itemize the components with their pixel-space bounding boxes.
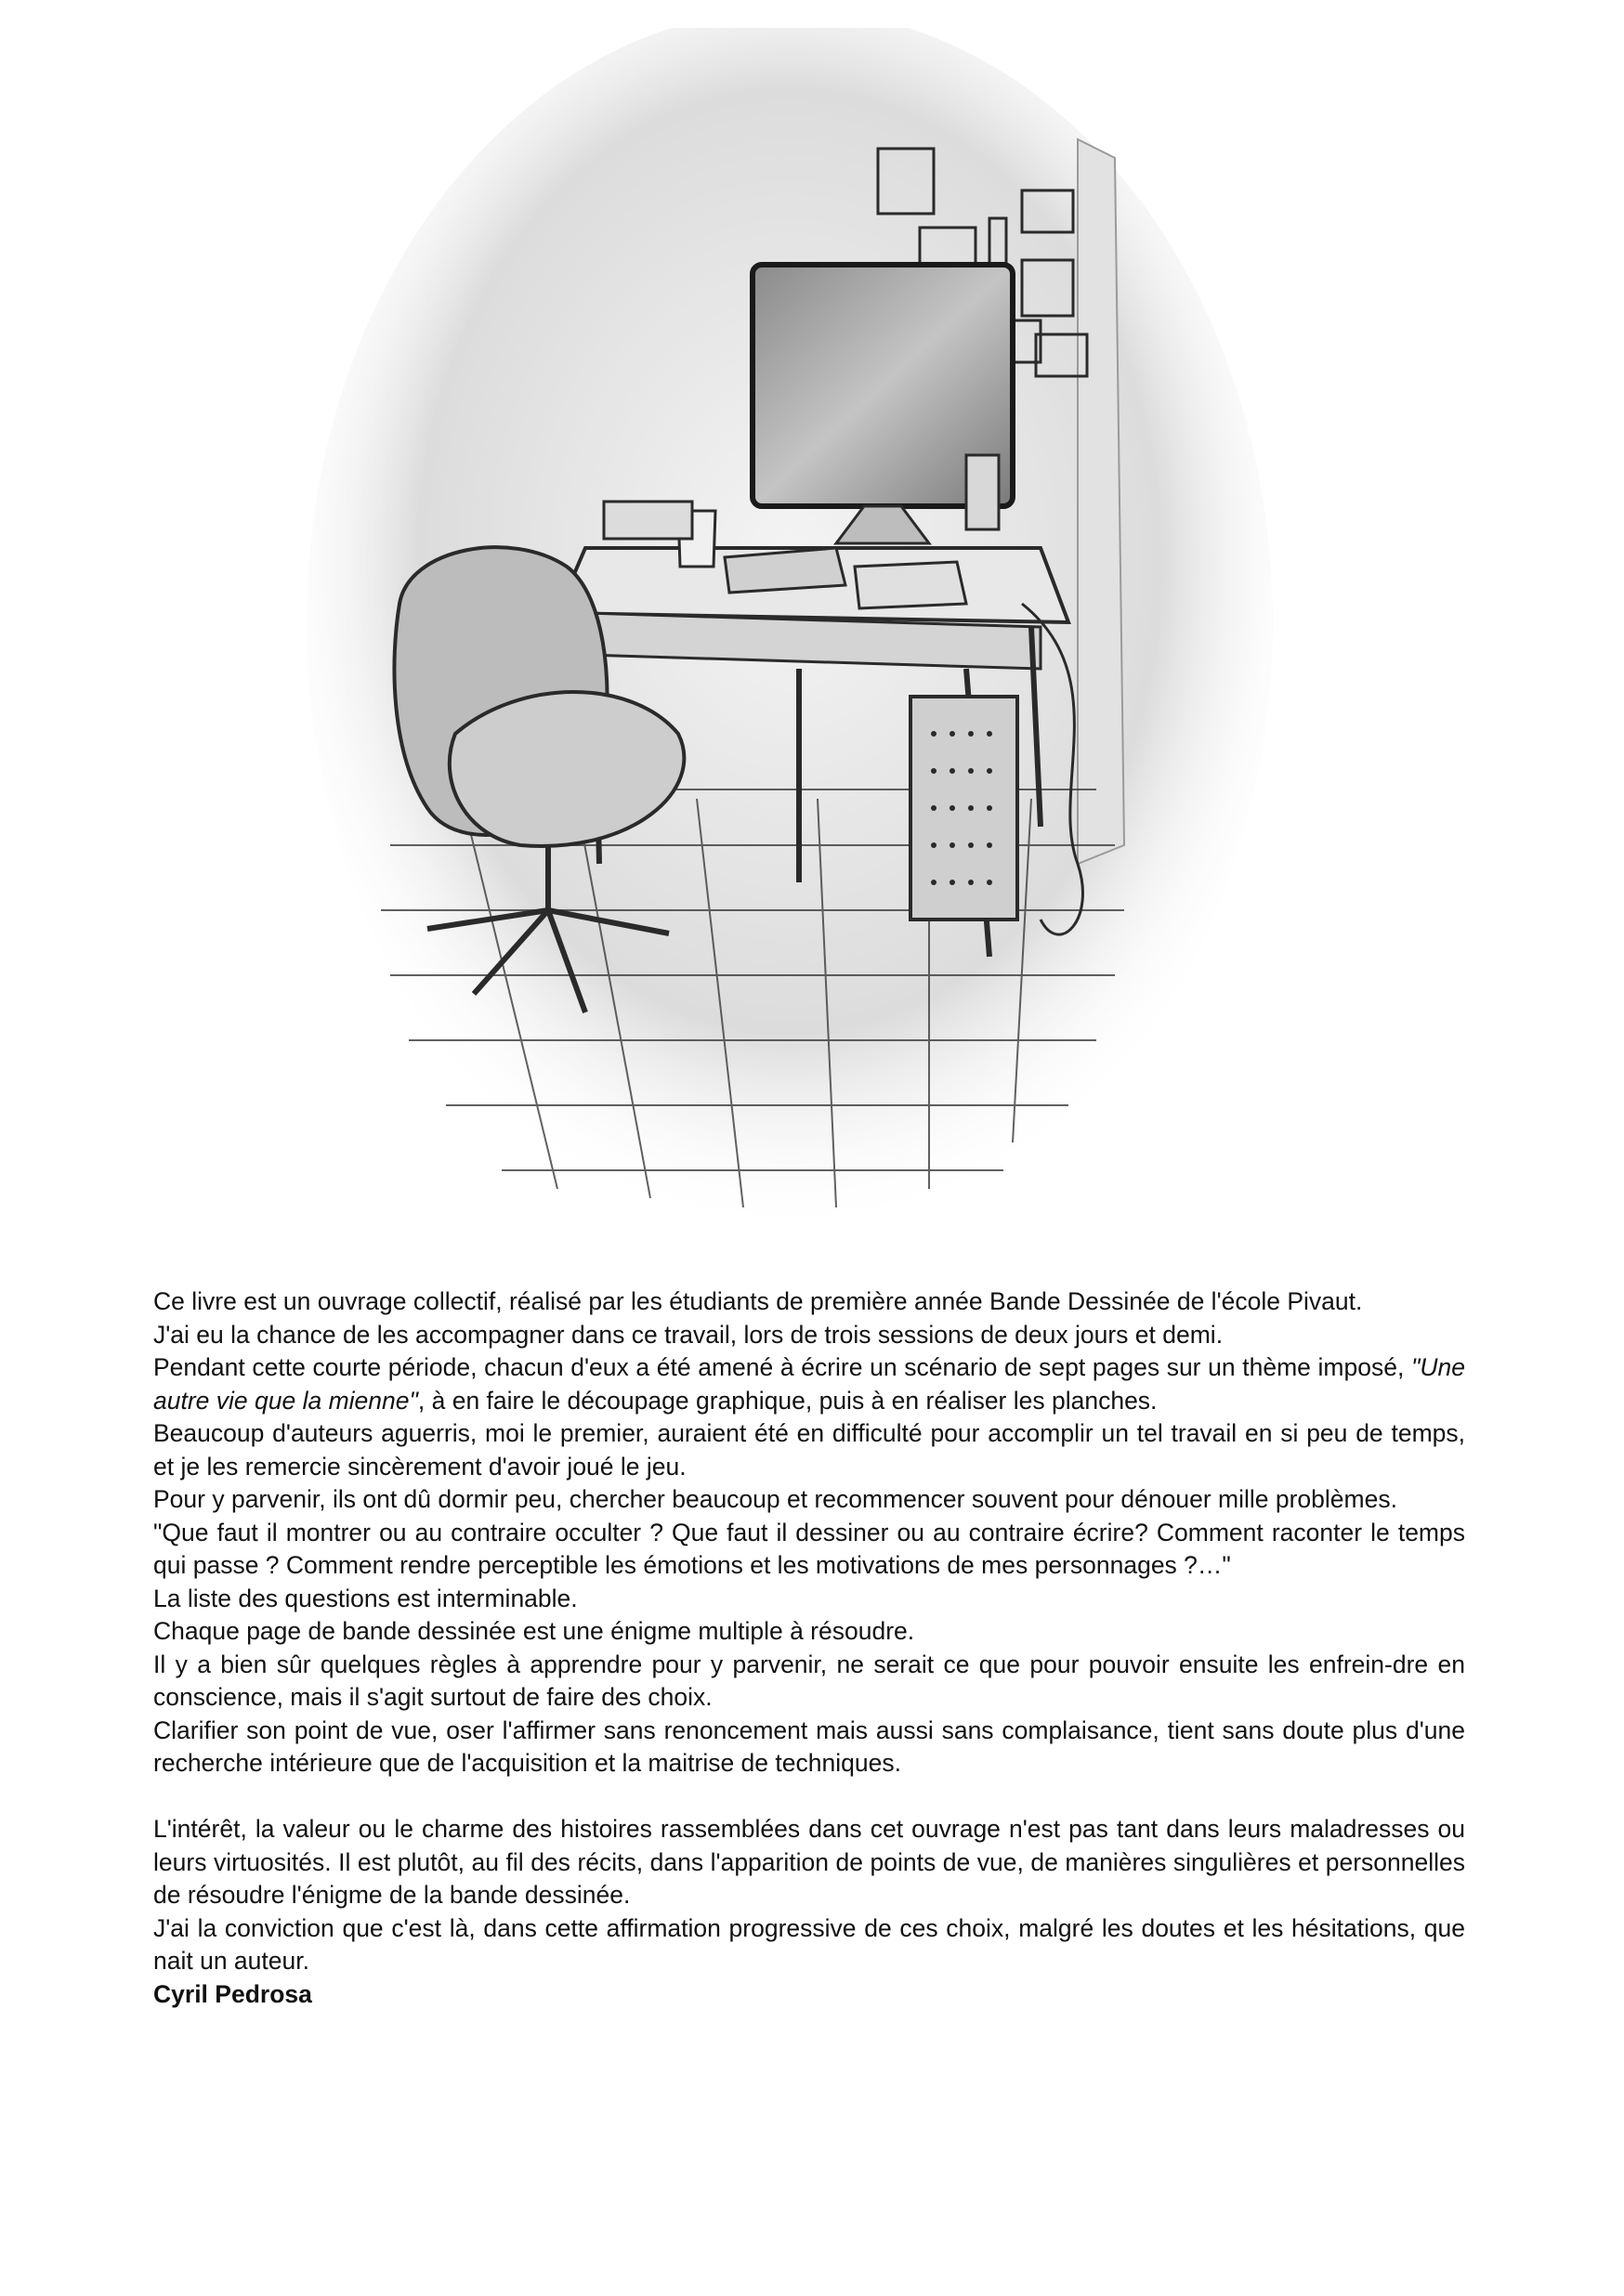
preface-text — [153, 1285, 1465, 2011]
paragraph-gap — [153, 1781, 1465, 1814]
preface-paragraph-3 — [153, 1351, 1465, 1417]
book-theme: "Une autre vie que la mienne" — [153, 1353, 1465, 1415]
preface-paragraph-4: Beaucoup d'auteurs aguerris, moi le premier, auraient été en difficulté pour accomplir un tel travail en si peu de temps, et je les remercie sincèrement d'avoir joué le jeu. — [153, 1419, 1465, 1481]
preface-paragraph-8: Chaque page de bande dessinée est une énigme multiple à résoudre. — [153, 1617, 915, 1645]
preface-paragraph-6: "Que faut il montrer ou au contraire occulter ? Que faut il dessiner ou au contraire écrire? Comment raconter le temps qui passe ? Comment rendre perceptible les émotions et les motivations de mes personnages ?…" — [153, 1518, 1465, 1579]
preface-paragraph-9: Il y a bien sûr quelques règles à apprendre pour y parvenir, ne serait ce que pour pouvoir ensuite les enfrein-dre en conscience, mais il s'agit surtout de faire des choix. — [153, 1650, 1465, 1711]
preface-paragraph-10: Clarifier son point de vue, oser l'affirmer sans renoncement mais aussi sans complaisance, tient sans doute plus d'une recherche intérieure que de l'acquisition et la maitrise de techniques. — [153, 1715, 1465, 1777]
author-signature: Cyril Pedrosa — [153, 1979, 312, 2008]
desk-armchair-sketch-illustration — [279, 28, 1301, 1263]
preface-paragraph-11: L'intérêt, la valeur ou le charme des histoires rassemblées dans cet ouvrage n'est pas tant dans leurs maladresses ou leurs virtuosités. Il est plutôt, au fil des récits, dans l'apparition de points de vue, de manières singulières et personnelles de résoudre l'énigme de la bande dessinée. — [153, 1815, 1465, 1909]
preface-paragraph-2: J'ai eu la chance de les accompagner dans ce travail, lors de trois sessions de deux jours et demi. — [153, 1320, 1224, 1349]
preface-paragraph-3-start: Pendant cette courte période, chacun d'eux a été amené à écrire un scénario de sept pages sur un thème imposé, — [153, 1353, 1411, 1381]
preface-paragraph-3-end: , à en faire le découpage graphique, puis à en réaliser les planches. — [417, 1386, 1158, 1415]
preface-paragraph-12: J'ai la conviction que c'est là, dans cette affirmation progressive de ces choix, malgré les doutes et les hésitations, que nait un auteur. — [153, 1913, 1465, 1975]
preface-paragraph-1: Ce livre est un ouvrage collectif, réalisé par les étudiants de première année Bande Dessinée de l'école Pivaut. — [153, 1287, 1363, 1315]
preface-paragraph-7: La liste des questions est interminable. — [153, 1584, 578, 1612]
preface-paragraph-5: Pour y parvenir, ils ont dû dormir peu, chercher beaucoup et recommencer souvent pour dénouer mille problèmes. — [153, 1485, 1397, 1513]
